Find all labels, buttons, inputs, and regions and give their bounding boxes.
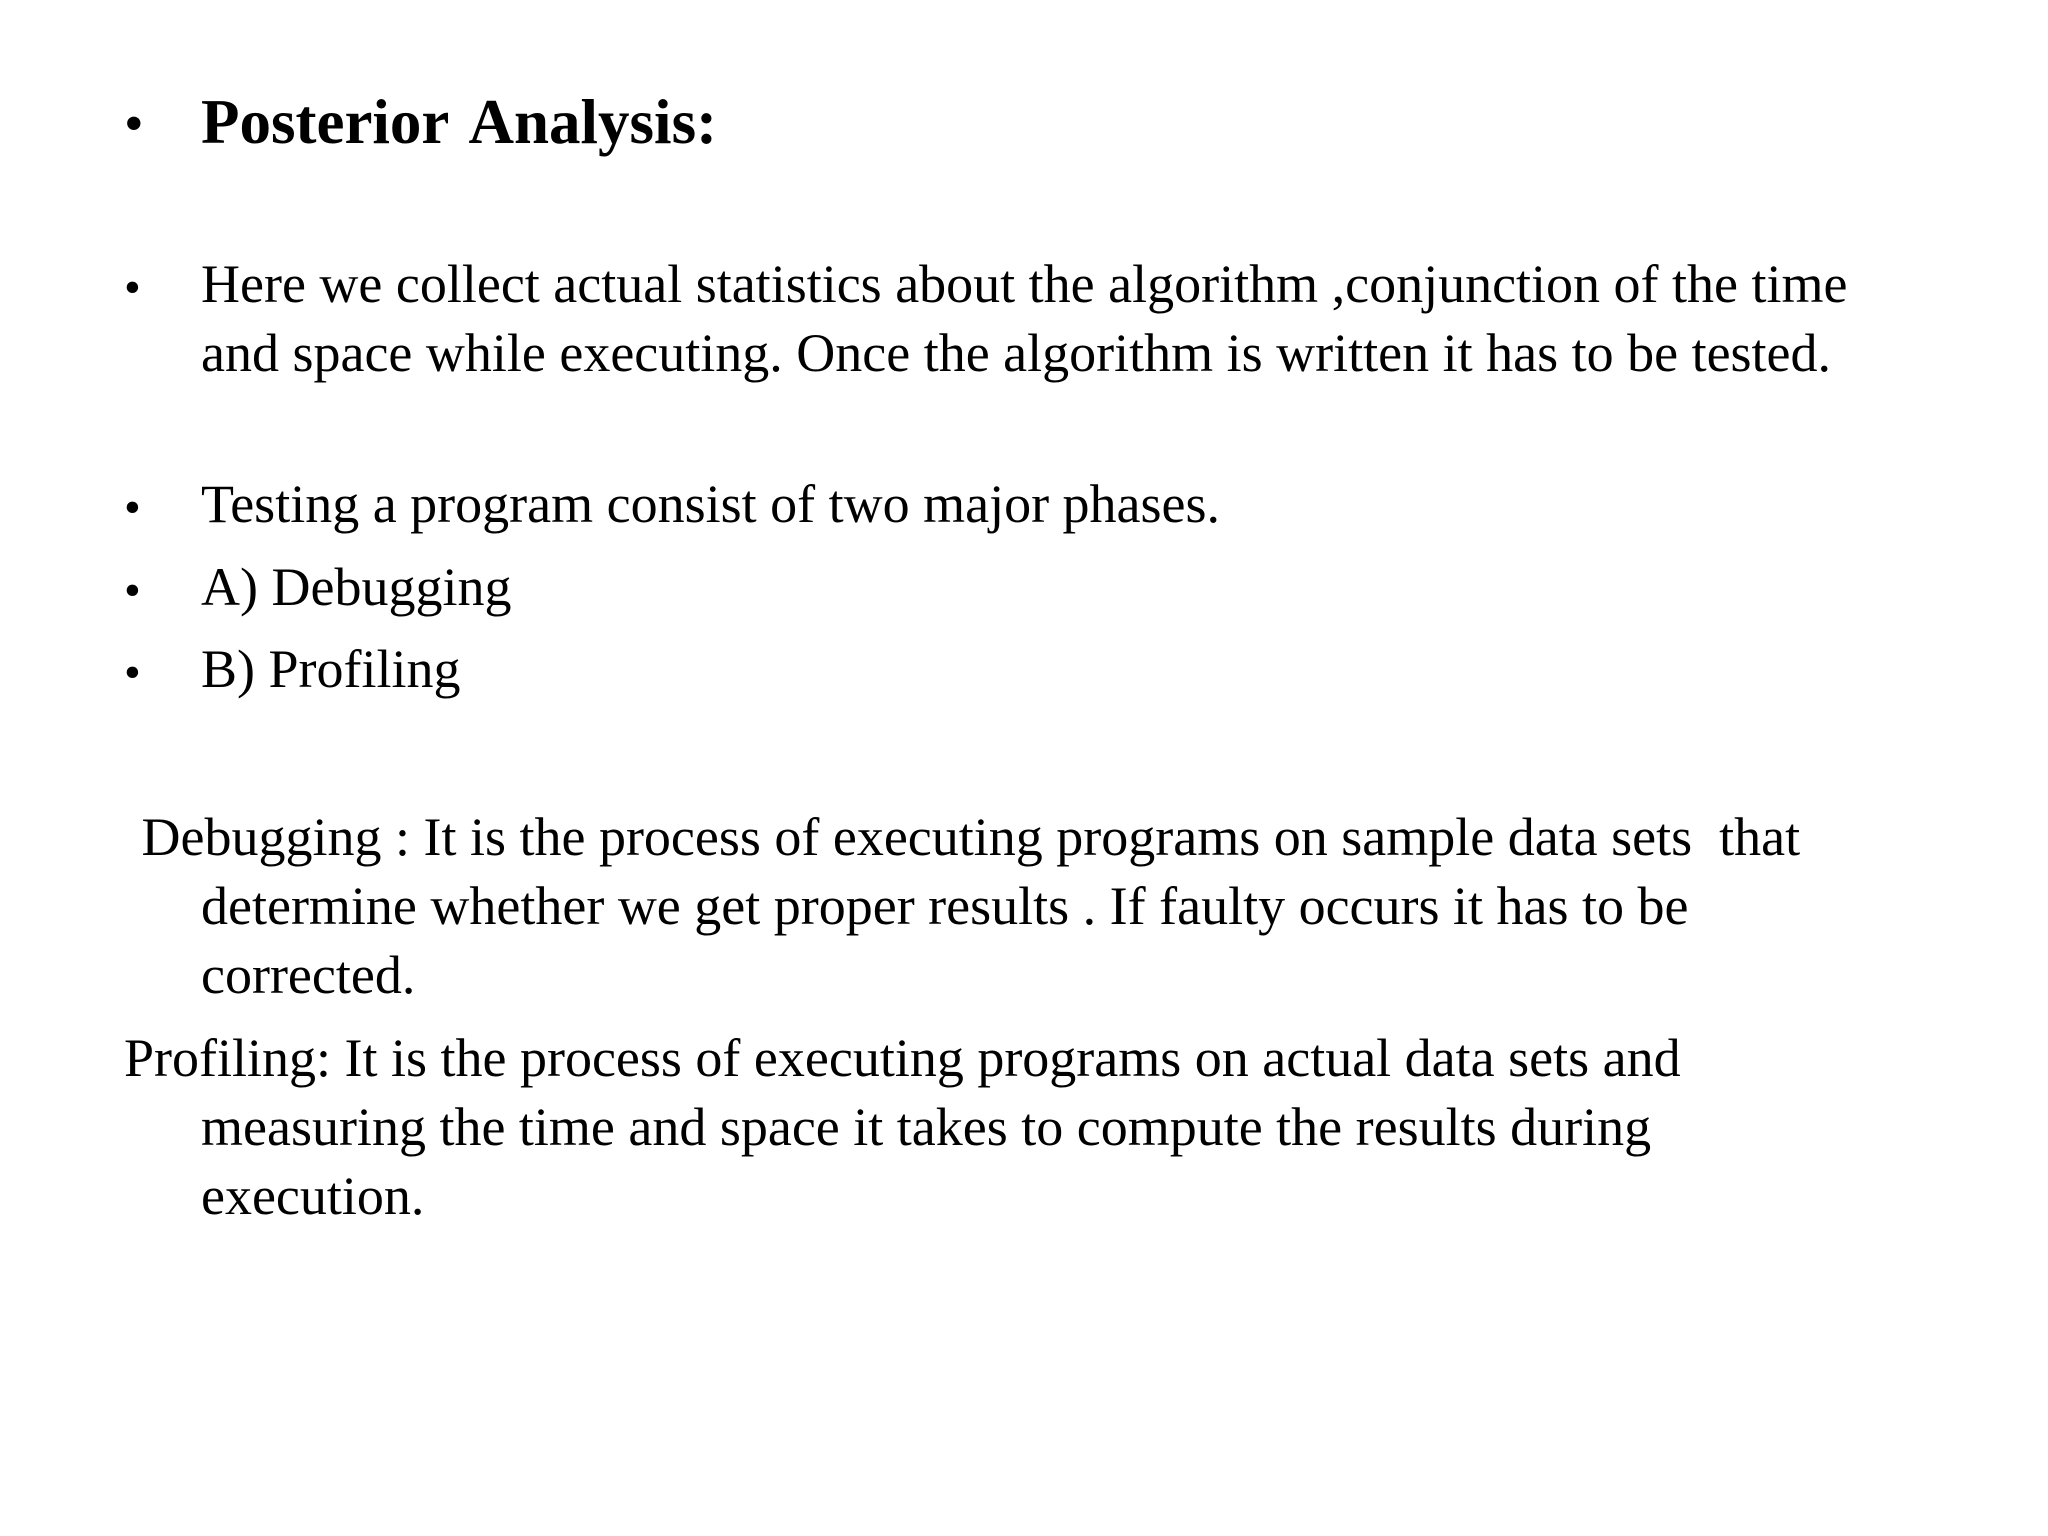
bullet-icon: •: [124, 261, 141, 314]
profiling-line-2: measuring the time and space it takes to compute the results during: [201, 1097, 1652, 1157]
bullet-icon: •: [124, 646, 141, 699]
bullet-icon: •: [124, 481, 141, 534]
profiling-definition: [124, 1024, 1924, 1231]
bullet-text: B) Profiling: [201, 639, 461, 699]
bullet-icon: •: [124, 93, 144, 155]
profiling-line-1: Profiling: It is the process of executing programs on actual data sets and: [124, 1028, 1681, 1088]
bullet-icon: •: [124, 564, 141, 617]
debugging-definition: [128, 803, 1928, 1010]
bullet-text: Testing a program consist of two major phases.: [201, 474, 1221, 534]
bullet-text: Here we collect actual statistics about the algorithm ,conjunction of the time and space while executing. Once the algorithm is written it has to be tested.: [201, 254, 1848, 383]
debugging-line-2: determine whether we get proper results . If faulty occurs it has to be: [201, 876, 1689, 936]
bullet-text: A) Debugging: [201, 557, 512, 617]
profiling-line-3: execution.: [201, 1166, 425, 1226]
debugging-line-1: Debugging : It is the process of executing programs on sample data sets that: [128, 807, 1801, 867]
debugging-line-3: corrected.: [201, 945, 416, 1005]
slide-title: Posterior Analysis:: [201, 87, 718, 157]
